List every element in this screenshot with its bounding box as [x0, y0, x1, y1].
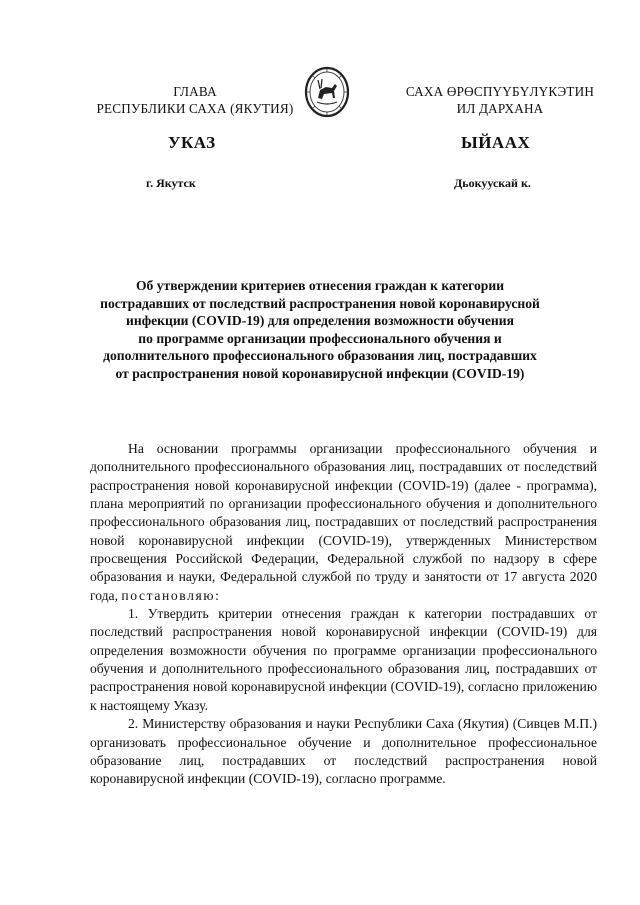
- preamble-text: На основании программы организации профессионального обучения и дополнительного профессионального образования лиц, пострадавших от последствий распространения новой коронавирусной инфекции (COVID-19) (далее - программа), плана мероприятий по организации профессионального обучения и дополнительного профессионального образования лиц, пострадавших от последствий распространения новой коронавирусной инфекции (COVID-19), утвержденных Министерством просвещения Российской Федерации, Федеральной службой по надзору в сфере образования и науки, Федеральной службой по труду и занятости от 17 августа 2020 года,: [90, 441, 597, 603]
- issuer-left: [70, 83, 320, 117]
- issuer-right-line1: САХА ӨРӨСПҮҮБҮЛҮКЭТИН: [405, 84, 595, 99]
- issuer-left-line2: РЕСПУБЛИКИ САХА (ЯКУТИЯ): [96, 101, 294, 116]
- title-line: пострадавших от последствий распространения новой коронавирусной: [100, 295, 540, 311]
- item-1-paragraph: 1. Утвердить критерии отнесения граждан к категории пострадавших от последствий распространения новой коронавирусной инфекции (COVID-19) для определения возможности обучения по программе организации профессионального обучения и дополнительного профессионального образования лиц, пострадавших от распространения новой коронавирусной инфекции (COVID-19), согласно приложению к настоящему Указу.: [90, 606, 597, 713]
- doc-type-left: УКАЗ: [168, 133, 216, 152]
- title-line: от распространения новой коронавирусной инфекции (COVID-19): [115, 365, 525, 381]
- city-right: Дьокуускай к.: [454, 176, 531, 190]
- issuer-right: [385, 83, 615, 117]
- issuer-right-line2: ИЛ ДАРХАНА: [456, 101, 544, 116]
- title-line: инфекции (COVID-19) для определения возможности обучения: [126, 313, 514, 329]
- decree-body: [90, 440, 597, 789]
- title-line: по программе организации профессионального обучения и: [138, 330, 502, 346]
- doc-type-right: ЫЙААХ: [461, 133, 531, 152]
- city-left: г. Якутск: [146, 176, 196, 190]
- decree-title: [60, 277, 580, 383]
- title-line: дополнительного профессионального образования лиц, пострадавших: [103, 348, 537, 364]
- issuer-left-line1: ГЛАВА: [173, 84, 217, 99]
- preamble-paragraph: [90, 440, 597, 605]
- item-2-paragraph: 2. Министерству образования и науки Республики Саха (Якутия) (Сивцев М.П.) организовать профессиональное обучение и дополнительное профессиональное образование лиц, пострадавших от последствий распространения новой коронавирусной инфекции (COVID-19), согласно программе.: [90, 716, 597, 787]
- republic-coat-of-arms-icon: [304, 66, 350, 118]
- title-line: Об утверждении критериев отнесения граждан к категории: [135, 278, 505, 293]
- decree-word: постановляю:: [121, 587, 221, 603]
